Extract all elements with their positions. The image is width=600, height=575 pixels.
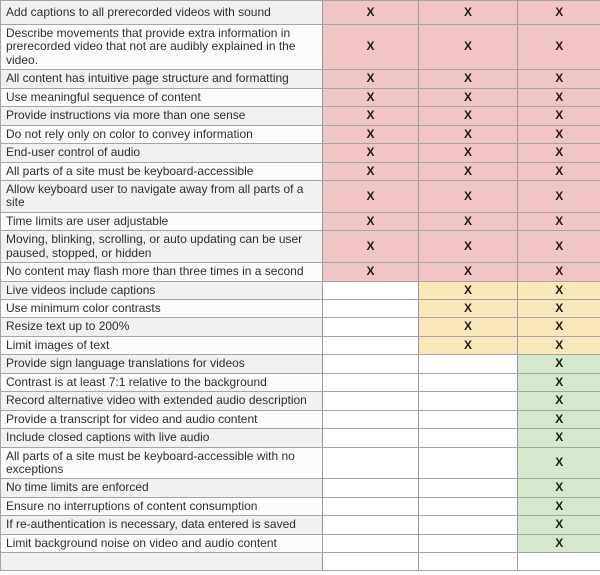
table-row [1, 25, 600, 70]
mark-cell-col-2: X [419, 336, 518, 354]
requirement-label: All content has intuitive page structure and formatting [1, 70, 323, 88]
mark-cell-col-2: X [419, 1, 518, 25]
table-row [1, 281, 600, 299]
requirement-label: Add captions to all prerecorded videos with sound [1, 1, 323, 25]
table-row [1, 88, 600, 106]
mark-cell-col-3: X [518, 410, 600, 428]
requirement-label: Provide sign language translations for videos [1, 355, 323, 373]
requirement-label [1, 553, 323, 571]
mark-cell-col-1 [323, 429, 419, 447]
table-body [1, 1, 600, 571]
requirement-label: All parts of a site must be keyboard-accessible with no exceptions [1, 447, 323, 479]
table-row [1, 497, 600, 515]
mark-cell-col-1 [323, 534, 419, 552]
table-row [1, 479, 600, 497]
table-row [1, 212, 600, 230]
mark-cell-col-1: X [323, 144, 419, 162]
mark-cell-col-2 [419, 516, 518, 534]
mark-cell-col-2: X [419, 25, 518, 70]
table-row [1, 125, 600, 143]
mark-cell-col-3: X [518, 1, 600, 25]
requirement-label: Time limits are user adjustable [1, 212, 323, 230]
requirement-label: Provide instructions via more than one sense [1, 107, 323, 125]
mark-cell-col-3: X [518, 479, 600, 497]
mark-cell-col-2 [419, 497, 518, 515]
mark-cell-col-1 [323, 447, 419, 479]
mark-cell-col-1: X [323, 125, 419, 143]
mark-cell-col-3: X [518, 70, 600, 88]
mark-cell-col-1: X [323, 162, 419, 180]
table-row [1, 410, 600, 428]
table-row [1, 516, 600, 534]
mark-cell-col-1: X [323, 212, 419, 230]
mark-cell-col-1 [323, 336, 419, 354]
mark-cell-col-1 [323, 373, 419, 391]
requirement-label: Contrast is at least 7:1 relative to the background [1, 373, 323, 391]
table-row [1, 263, 600, 281]
mark-cell-col-3: X [518, 162, 600, 180]
mark-cell-col-3: X [518, 516, 600, 534]
mark-cell-col-1 [323, 479, 419, 497]
mark-cell-col-3: X [518, 144, 600, 162]
mark-cell-col-2: X [419, 180, 518, 212]
mark-cell-col-2 [419, 410, 518, 428]
mark-cell-col-2 [419, 479, 518, 497]
table-row [1, 373, 600, 391]
mark-cell-col-1: X [323, 1, 419, 25]
mark-cell-col-3: X [518, 212, 600, 230]
table-row [1, 180, 600, 212]
mark-cell-col-2: X [419, 263, 518, 281]
requirement-label: End-user control of audio [1, 144, 323, 162]
table-row [1, 553, 600, 571]
mark-cell-col-3: X [518, 392, 600, 410]
mark-cell-col-1: X [323, 70, 419, 88]
requirement-label: All parts of a site must be keyboard-accessible [1, 162, 323, 180]
mark-cell-col-3: X [518, 281, 600, 299]
mark-cell-col-1 [323, 318, 419, 336]
mark-cell-col-2: X [419, 281, 518, 299]
table-row [1, 107, 600, 125]
mark-cell-col-3: X [518, 231, 600, 263]
requirement-label: Moving, blinking, scrolling, or auto updating can be user paused, stopped, or hidden [1, 231, 323, 263]
table-row [1, 534, 600, 552]
requirement-label: No time limits are enforced [1, 479, 323, 497]
requirement-label: Do not rely only on color to convey information [1, 125, 323, 143]
mark-cell-col-2: X [419, 107, 518, 125]
mark-cell-col-3: X [518, 336, 600, 354]
mark-cell-col-3: X [518, 180, 600, 212]
requirement-label: Limit background noise on video and audio content [1, 534, 323, 552]
mark-cell-col-2 [419, 429, 518, 447]
mark-cell-col-2: X [419, 88, 518, 106]
mark-cell-col-1 [323, 355, 419, 373]
mark-cell-col-2: X [419, 162, 518, 180]
requirement-label: Resize text up to 200% [1, 318, 323, 336]
mark-cell-col-1 [323, 516, 419, 534]
mark-cell-col-1: X [323, 88, 419, 106]
requirement-label: Include closed captions with live audio [1, 429, 323, 447]
mark-cell-col-1 [323, 497, 419, 515]
mark-cell-col-3: X [518, 497, 600, 515]
mark-cell-col-1 [323, 553, 419, 571]
mark-cell-col-2: X [419, 231, 518, 263]
requirement-label: Provide a transcript for video and audio content [1, 410, 323, 428]
mark-cell-col-3: X [518, 300, 600, 318]
mark-cell-col-1: X [323, 25, 419, 70]
table-row [1, 300, 600, 318]
mark-cell-col-1 [323, 410, 419, 428]
table-row [1, 355, 600, 373]
requirement-label: Record alternative video with extended audio description [1, 392, 323, 410]
requirement-label: If re-authentication is necessary, data entered is saved [1, 516, 323, 534]
mark-cell-col-3: X [518, 355, 600, 373]
mark-cell-col-3: X [518, 25, 600, 70]
mark-cell-col-1: X [323, 107, 419, 125]
mark-cell-col-2: X [419, 212, 518, 230]
mark-cell-col-3: X [518, 318, 600, 336]
requirement-label: Limit images of text [1, 336, 323, 354]
table-row [1, 1, 600, 25]
requirement-label: Use minimum color contrasts [1, 300, 323, 318]
mark-cell-col-3 [518, 553, 600, 571]
table-row [1, 318, 600, 336]
mark-cell-col-2: X [419, 125, 518, 143]
mark-cell-col-2 [419, 447, 518, 479]
table-row [1, 231, 600, 263]
table-row [1, 447, 600, 479]
mark-cell-col-2 [419, 355, 518, 373]
mark-cell-col-3: X [518, 534, 600, 552]
mark-cell-col-3: X [518, 373, 600, 391]
mark-cell-col-3: X [518, 263, 600, 281]
mark-cell-col-1 [323, 281, 419, 299]
mark-cell-col-3: X [518, 447, 600, 479]
mark-cell-col-2: X [419, 70, 518, 88]
table-row [1, 162, 600, 180]
table-row [1, 70, 600, 88]
requirement-label: No content may flash more than three times in a second [1, 263, 323, 281]
table-row [1, 144, 600, 162]
mark-cell-col-3: X [518, 429, 600, 447]
mark-cell-col-3: X [518, 125, 600, 143]
table-row [1, 392, 600, 410]
table-row [1, 429, 600, 447]
requirement-label: Describe movements that provide extra information in prerecorded video that not are audibly explained in the video. [1, 25, 323, 70]
mark-cell-col-2: X [419, 318, 518, 336]
mark-cell-col-2 [419, 553, 518, 571]
mark-cell-col-1: X [323, 263, 419, 281]
mark-cell-col-2: X [419, 144, 518, 162]
mark-cell-col-1 [323, 300, 419, 318]
mark-cell-col-1: X [323, 180, 419, 212]
mark-cell-col-2: X [419, 300, 518, 318]
mark-cell-col-3: X [518, 107, 600, 125]
requirement-label: Live videos include captions [1, 281, 323, 299]
requirement-label: Allow keyboard user to navigate away from all parts of a site [1, 180, 323, 212]
table-row [1, 336, 600, 354]
mark-cell-col-2 [419, 392, 518, 410]
mark-cell-col-2 [419, 534, 518, 552]
requirement-label: Ensure no interruptions of content consumption [1, 497, 323, 515]
mark-cell-col-1 [323, 392, 419, 410]
requirement-label: Use meaningful sequence of content [1, 88, 323, 106]
mark-cell-col-2 [419, 373, 518, 391]
mark-cell-col-3: X [518, 88, 600, 106]
mark-cell-col-1: X [323, 231, 419, 263]
